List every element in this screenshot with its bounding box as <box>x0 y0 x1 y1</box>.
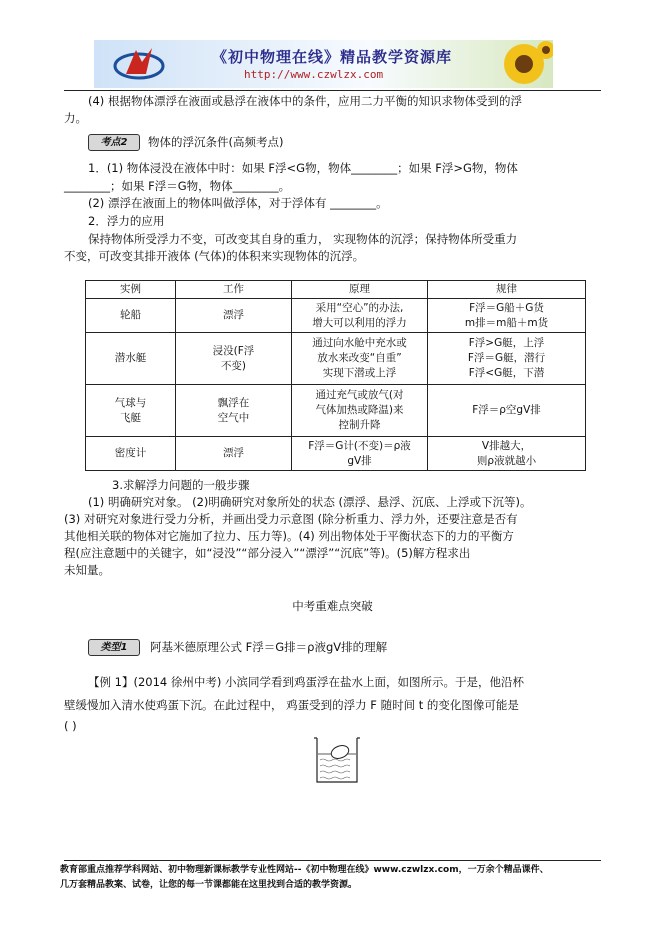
table-row <box>86 385 586 437</box>
table-cell: 轮船 <box>86 299 176 333</box>
table-row <box>86 299 586 333</box>
column-header: 原理 <box>292 281 428 299</box>
table-cell: 浸没(F浮 不变) <box>176 333 292 385</box>
table-cell: 气球与 飞艇 <box>86 385 176 437</box>
table-cell: 飘浮在 空气中 <box>176 385 292 437</box>
para-line: 力。 <box>64 111 87 125</box>
column-header: 实例 <box>86 281 176 299</box>
type-badge: 类型1 <box>88 639 140 656</box>
table-cell: 通过充气或放气(对 气体加热或降温)来 控制升降 <box>292 385 428 437</box>
para-line: (4) 根据物体漂浮在液面或悬浮在液体中的条件，应用二力平衡的知识求物体受到的浮 <box>88 94 522 108</box>
subheading: 2．浮力的应用 <box>88 214 165 228</box>
para-line: 保持物体所受浮力不变，可改变其自身的重力， 实现物体的沉浮；保持物体所受重力 <box>88 232 518 246</box>
footer-rule <box>64 860 601 861</box>
step-line: 程(应注意题中的关键字，如“浸没”“部分浸入”“漂浮”“沉底”等)。(5)解方程求出 <box>64 546 471 560</box>
example-line: 壁缓慢加入清水使鸡蛋下沉。在此过程中， 鸡蛋受到的浮力 F 随时间 t 的变化图像可能是 <box>64 698 519 712</box>
table-cell: F浮>G艇，上浮 F浮＝G艇，潜行 F浮<G艇，下潜 <box>428 333 586 385</box>
site-logo-icon <box>112 44 166 84</box>
step-line: (3) 对研究对象进行受力分析，并画出受力示意图 (除分析重力、浮力外，还要注意是否有 <box>64 512 518 526</box>
section-title: 中考重难点突破 <box>292 599 373 613</box>
subheading: 3.求解浮力问题的一般步骤 <box>112 478 250 492</box>
table-row <box>86 437 586 471</box>
table-cell: 漂浮 <box>176 437 292 471</box>
table-cell: F浮＝ρ空gV排 <box>428 385 586 437</box>
column-header: 工作 <box>176 281 292 299</box>
table-header-row <box>86 281 586 299</box>
condition-line: ________；如果 F浮＝G物，物体________。 <box>64 179 291 193</box>
beaker-egg-figure <box>312 734 362 786</box>
example-line: ( ) <box>64 719 77 733</box>
example-line: 【例 1】(2014 徐州中考) 小滨同学看到鸡蛋浮在盐水上面，如图所示。于是，他沿杯 <box>88 675 525 689</box>
table-cell: F浮＝G计(不变)＝ρ液 gV排 <box>292 437 428 471</box>
footer-line: 几万套精品教案、试卷，让您的每一节课都能在这里找到合适的教学资源。 <box>60 880 358 890</box>
table-cell: V排越大， 则ρ液就越小 <box>428 437 586 471</box>
banner-url: http://www.czwlzx.com <box>244 68 384 81</box>
table-cell: 潜水艇 <box>86 333 176 385</box>
step-line: 未知量。 <box>64 563 110 577</box>
table-cell: F浮＝G船＋G货 m排＝m船＋m货 <box>428 299 586 333</box>
header-rule <box>64 90 601 91</box>
table-cell: 密度计 <box>86 437 176 471</box>
buoyancy-table <box>85 280 586 471</box>
step-line: (1) 明确研究对象。 (2)明确研究对象所处的状态 (漂浮、悬浮、沉底、上浮或下沉等)。 <box>88 495 532 509</box>
para-line: 不变，可改变其排开液体 (气体)的体积来实现物体的沉浮。 <box>64 249 365 263</box>
table-cell: 通过向水舱中充水或 放水来改变“自重” 实现下潜或上浮 <box>292 333 428 385</box>
table-cell: 漂浮 <box>176 299 292 333</box>
condition-line: (2) 漂浮在液面上的物体叫做浮体，对于浮体有 ________。 <box>88 196 388 210</box>
column-header: 规律 <box>428 281 586 299</box>
sunflower-icon <box>494 40 553 88</box>
type-heading: 阿基米德原理公式 F浮＝G排＝ρ液gV排的理解 <box>150 640 388 654</box>
section-heading: 物体的浮沉条件(高频考点) <box>148 135 284 149</box>
header-banner <box>94 40 553 88</box>
step-line: 其他相关联的物体对它施加了拉力、压力等)。(4) 列出物体处于平衡状态下的力的平衡方 <box>64 529 514 543</box>
banner-title: 《初中物理在线》精品教学资源库 <box>212 48 453 66</box>
footer-line: 教育部重点推荐学科网站、初中物理新课标教学专业性网站--《初中物理在线》www.czwlzx.com，一万余个精品课件、 <box>60 865 549 875</box>
condition-line: 1．(1) 物体浸没在液体中时：如果 F浮<G物，物体________；如果 F浮>G物，物体 <box>88 161 518 175</box>
table-cell: 采用“空心”的办法, 增大可以利用的浮力 <box>292 299 428 333</box>
table-row <box>86 333 586 385</box>
footer <box>60 863 620 893</box>
kaodian-badge: 考点2 <box>88 134 140 151</box>
